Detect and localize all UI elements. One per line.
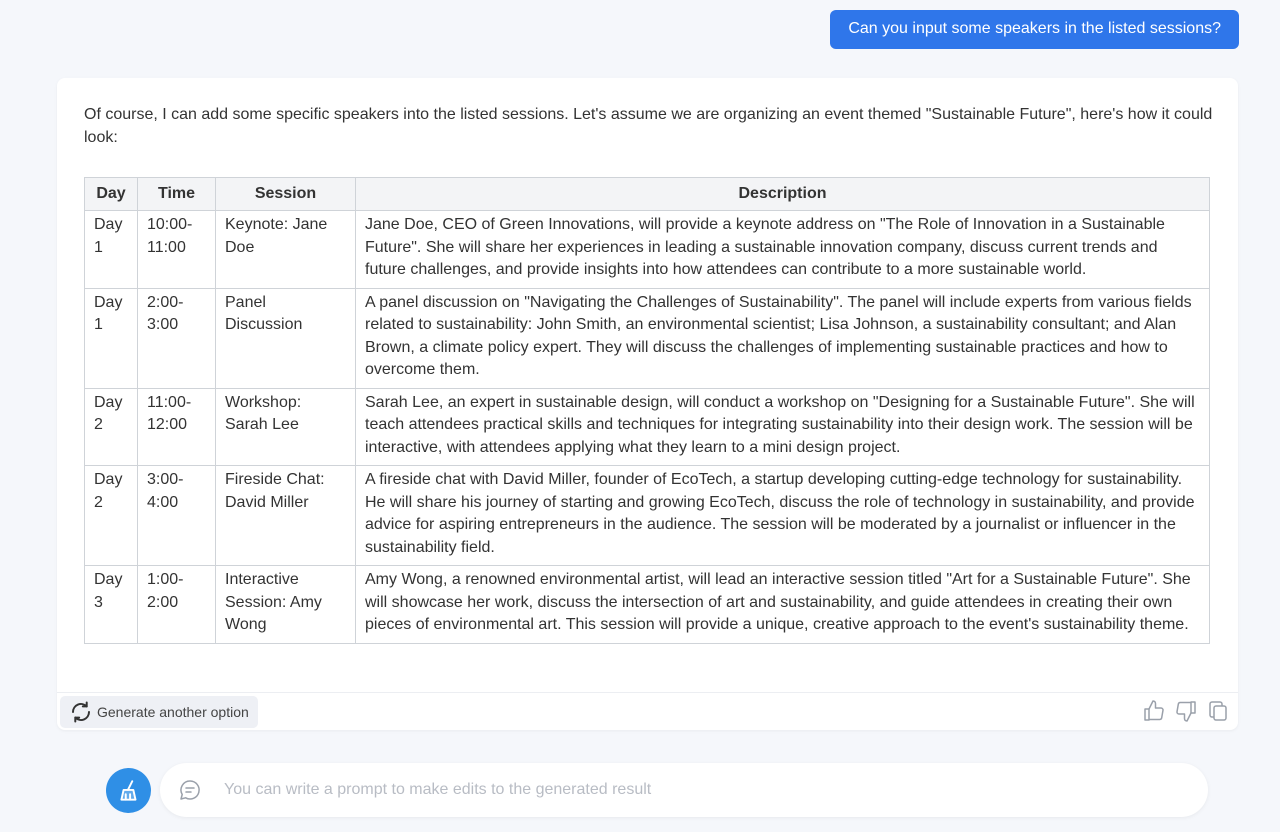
cell-time: 11:00-12:00 (138, 388, 216, 466)
chat-bubble-icon (178, 778, 202, 802)
cell-time: 1:00-2:00 (138, 566, 216, 644)
broom-icon (116, 778, 142, 804)
table-row (85, 211, 1210, 289)
response-actions (1142, 699, 1230, 723)
cell-description: Amy Wong, a renowned environmental artist, will lead an interactive session titled "Art for a Sustainable Future". She will showcase her work, discuss the intersection of art and sustainability, and guide attendees in creating their own pieces of environmental art. This session will provide a unique, creative approach to the event's sustainability theme. (356, 566, 1210, 644)
header-day: Day (85, 178, 138, 211)
schedule-table (84, 177, 1210, 644)
response-intro-text: Of course, I can add some specific speakers into the listed sessions. Let's assume we are organizing an event themed "Sustainable Future", here's how it could look: (84, 106, 1213, 146)
thumbs-up-icon[interactable] (1142, 699, 1166, 723)
cell-time: 2:00-3:00 (138, 288, 216, 388)
table-header-row (85, 178, 1210, 211)
cell-day: Day 2 (85, 466, 138, 566)
cell-description: Sarah Lee, an expert in sustainable design, will conduct a workshop on "Designing for a Sustainable Future". She will teach attendees practical skills and techniques for integrating sustainability into their design work. The session will be interactive, with attendees applying what they learn to a mini design project. (356, 388, 1210, 466)
cell-day: Day 2 (85, 388, 138, 466)
cell-day: Day 1 (85, 211, 138, 289)
header-session: Session (216, 178, 356, 211)
cell-time: 10:00-11:00 (138, 211, 216, 289)
generate-another-option-button[interactable] (60, 696, 258, 728)
cell-description: A fireside chat with David Miller, founder of EcoTech, a startup developing cutting-edge technology for sustainability. He will share his journey of starting and growing EcoTech, discuss the role of technology in sustainability, and provide advice for aspiring entrepreneurs in the audience. The session will be moderated by a journalist or influencer in the sustainability field. (356, 466, 1210, 566)
prompt-input[interactable] (224, 763, 1184, 817)
cell-session: Panel Discussion (216, 288, 356, 388)
user-message-bubble: Can you input some speakers in the listed sessions? (830, 10, 1239, 49)
generate-another-option-label: Generate another option (97, 704, 249, 720)
cell-day: Day 3 (85, 566, 138, 644)
table-row (85, 566, 1210, 644)
cell-session: Fireside Chat: David Miller (216, 466, 356, 566)
cell-session: Keynote: Jane Doe (216, 211, 356, 289)
cell-day: Day 1 (85, 288, 138, 388)
copy-icon[interactable] (1206, 699, 1230, 723)
cell-session: Workshop: Sarah Lee (216, 388, 356, 466)
table-row (85, 288, 1210, 388)
cell-session: Interactive Session: Amy Wong (216, 566, 356, 644)
cell-description: A panel discussion on "Navigating the Challenges of Sustainability". The panel will include experts from various fields related to sustainability: John Smith, an environmental scientist; Lisa Johnson, a sustainability consultant; and Alan Brown, a climate policy expert. They will discuss the challenges of implementing sustainable practices and how to overcome them. (356, 288, 1210, 388)
response-footer (57, 692, 1238, 730)
refresh-icon (69, 700, 93, 724)
cell-description: Jane Doe, CEO of Green Innovations, will provide a keynote address on "The Role of Innovation in a Sustainable Future". She will share her experiences in leading a sustainable innovation company, discuss current trends and future challenges, and provide insights into how attendees can contribute to a more sustainable world. (356, 211, 1210, 289)
prompt-bar (160, 763, 1208, 817)
header-description: Description (356, 178, 1210, 211)
thumbs-down-icon[interactable] (1174, 699, 1198, 723)
broom-clear-button[interactable] (106, 768, 151, 813)
header-time: Time (138, 178, 216, 211)
table-row (85, 388, 1210, 466)
assistant-response-card (57, 78, 1238, 730)
cell-time: 3:00-4:00 (138, 466, 216, 566)
table-row (85, 466, 1210, 566)
